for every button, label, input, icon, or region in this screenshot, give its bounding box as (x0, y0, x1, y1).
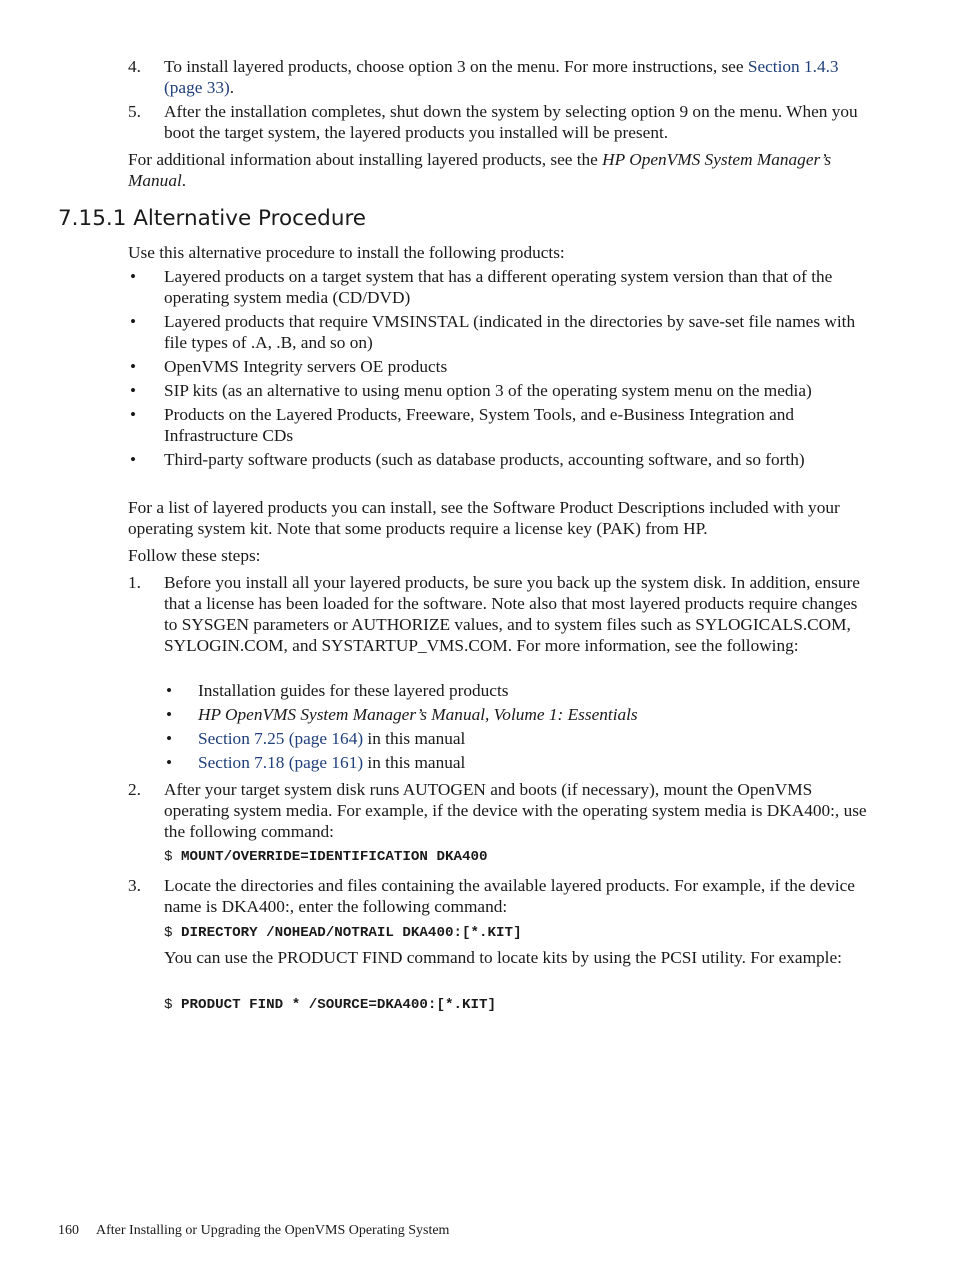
command-text: MOUNT/OVERRIDE=IDENTIFICATION DKA400 (181, 849, 488, 865)
prompt: $ (164, 925, 173, 941)
footer-title: After Installing or Upgrading the OpenVMS Operating System (96, 1223, 450, 1238)
prompt: $ (164, 997, 173, 1013)
sub-bullet-item (198, 704, 868, 725)
section-link[interactable]: Section 1.4.3 (page 33) (164, 57, 839, 97)
step-number: 1. (128, 573, 141, 592)
section-intro: Use this alternative procedure to install the following products: (128, 243, 565, 262)
bullet-char: • (166, 753, 173, 772)
step-text: Locate the directories and files containing the available layered products. For example, if the device name is DKA400:, enter the following command: (164, 876, 855, 916)
manual-title: HP OpenVMS System Manager’s Manual (128, 150, 832, 190)
paragraph-tail: . (181, 171, 187, 190)
bullet-item: OpenVMS Integrity servers OE products (164, 357, 448, 376)
list-number: 4. (128, 57, 141, 76)
bullet-item: Layered products on a target system that has a different operating system version than that of the operating system media (CD/DVD) (164, 267, 833, 307)
paragraph-text: For additional information about installing layered products, see the (128, 150, 603, 169)
step-text: Before you install all your layered products, be sure you back up the system disk. In addition, ensure that a license has been loaded for the software. Note also that most layered products require changes to SYSGEN parameters or AUTHORIZE values, and to system files such as SYLOGICALS.COM, SYLOGIN.COM, and SYSTARTUP_VMS.COM. For more information, see the following: (164, 573, 860, 655)
paragraph: Follow these steps: (128, 546, 261, 565)
link-tail: in this manual (363, 729, 466, 748)
step-number: 2. (128, 780, 141, 799)
bullet-item: Products on the Layered Products, Freeware, System Tools, and e-Business Integration and Infrastructure CDs (164, 405, 795, 445)
paragraph: For a list of layered products you can install, see the Software Product Descriptions included with your operating system kit. Note that some products require a license key (PAK) from HP. (128, 498, 840, 538)
paragraph (128, 149, 870, 191)
sub-bullet-item: Installation guides for these layered products (198, 681, 509, 700)
sub-bullet-item (198, 728, 868, 749)
list-item-text (164, 56, 870, 98)
bullet-char: • (130, 357, 137, 376)
bullet-item: Third-party software products (such as database products, accounting software, and so forth) (164, 450, 805, 469)
command-text: PRODUCT FIND * /SOURCE=DKA400:[*.KIT] (181, 997, 497, 1013)
item-text-tail: . (229, 78, 235, 97)
code-command (164, 923, 522, 944)
step-text: After your target system disk runs AUTOGEN and boots (if necessary), mount the OpenVMS operating system media. For example, if the device with the operating system media is DKA400:, use the following command: (164, 780, 867, 841)
item-text: To install layered products, choose option 3 on the menu. For more instructions, see (164, 57, 748, 76)
manual-title: HP OpenVMS System Manager’s Manual, Volume 1: Essentials (198, 705, 638, 724)
bullet-char: • (166, 681, 173, 700)
step-note: You can use the PRODUCT FIND command to locate kits by using the PCSI utility. For example: (164, 948, 842, 967)
prompt: $ (164, 849, 173, 865)
bullet-char: • (130, 450, 137, 469)
link-tail: in this manual (363, 753, 466, 772)
page-number: 160 (58, 1223, 79, 1238)
section-link[interactable]: Section 7.25 (page 164) (198, 729, 364, 748)
sub-bullet-item (198, 752, 868, 773)
bullet-char: • (130, 312, 137, 331)
bullet-char: • (130, 267, 137, 286)
code-command (164, 995, 496, 1016)
command-text: DIRECTORY /NOHEAD/NOTRAIL DKA400:[*.KIT] (181, 925, 522, 941)
bullet-item: Layered products that require VMSINSTAL (indicated in the directories by save-set file names with file types of .A, .B, and so on) (164, 312, 856, 352)
bullet-item: SIP kits (as an alternative to using menu option 3 of the operating system menu on the media) (164, 381, 812, 400)
step-number: 3. (128, 876, 141, 895)
code-command (164, 847, 488, 868)
section-link[interactable]: Section 7.18 (page 161) (198, 753, 364, 772)
bullet-char: • (130, 405, 137, 424)
bullet-char: • (130, 381, 137, 400)
bullet-char: • (166, 705, 173, 724)
list-item-text: After the installation completes, shut down the system by selecting option 9 on the menu. When you boot the target system, the layered products you installed will be present. (164, 102, 858, 142)
list-number: 5. (128, 102, 141, 121)
bullet-char: • (166, 729, 173, 748)
section-heading: 7.15.1 Alternative Procedure (58, 206, 367, 231)
